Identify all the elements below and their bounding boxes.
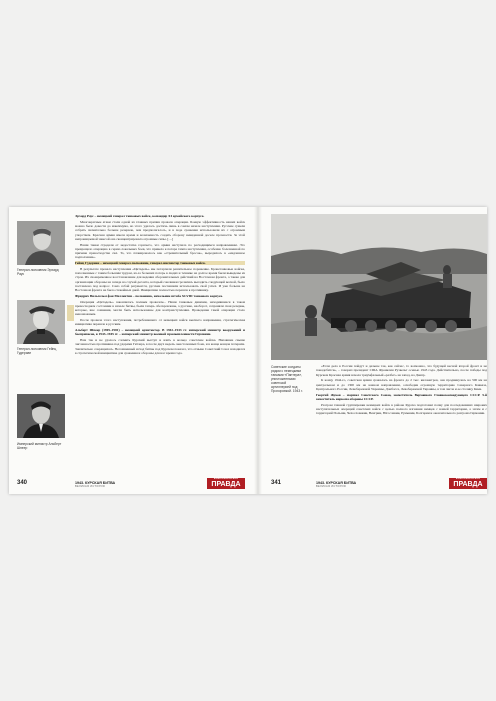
right-running-title: 1943. КУРСКАЯ БИТВА: [316, 481, 357, 485]
entry-speer-body: Нам так и не удалось сломить Курский выступ и взять в кольцо советские войска. Напавшие свыше численностью противника под ударами Гитлера, в после двух недель ожесточенных боев, и в конце концов потеряли. Значительно сокращилась. Несомненный исход битвы под Курском показал, что отныне Советский Союз находился в стратегической инициативе для сражения и обороны для нас время года.: [75, 338, 245, 355]
portrait-speer-image: [17, 394, 65, 438]
left-page-number: 340: [17, 480, 28, 486]
tank-photo-image: [271, 214, 487, 360]
tank-photo: [271, 214, 487, 360]
entry-speer-lead: Альберт Шпеер (1905–1981) – немецкий архитектор. В 1942–1943 гг. имперский министр вооружений и боеприпасов, в 1943–1945 гг. – имперский министр военной промышленности Германии.: [75, 328, 245, 337]
right-page-number: 341: [271, 480, 282, 486]
portrait-speer: [17, 394, 65, 438]
tank-photo-caption: Советские солдаты рядом с немецкими танками «Пантера», уничтоженными советской артиллерией под Прохоровкой. 1943 г.: [271, 365, 303, 393]
entry-mellenthin-lead: Фридрих Вильгельм фон Меллентин – полковник, начальник штаба XLVIII танкового корпуса.: [75, 293, 223, 298]
caption-speer: Имперский министр Альберт Шпеер: [17, 442, 62, 450]
entry-zhukov-lead: Георгий Жуков – маршал Советского Союза, заместитель Верховного Главнокомандующего СССР. 5-й заместитель наркома обороны СССР.: [316, 392, 487, 401]
entry-zhukov-body: Разгром главной группировки немецких войск в районе Курска подготовил почву для последовавших широких наступательных операций советских войск с целью полного изгнания немцев с нашей территории, а затем и с территорий Польши, Чехословакии, Венгрии, Югославии, Румынии, Болгарии и окончательного разгрома Германии.: [316, 402, 487, 415]
spine-gutter: [254, 207, 262, 494]
kp-logo-left-top: КОМСОМОЛЬСКАЯ: [213, 478, 239, 480]
kp-logo-right-main: ПРАВДА: [453, 481, 483, 488]
left-running-header: [75, 481, 115, 489]
left-running-subtitle: ВЕЛИКАЯ ИСТОРИЯ: [75, 485, 105, 488]
entry-raus-lead: Эрхард Раус – немецкий генерал танковых войск, командир XI армейского корпуса.: [75, 214, 205, 218]
entry-guderian-body: В результате провала наступления «Цитадель» мы потерпели решительное поражение. Бронетанковые войска, пополненные с таким большим трудом, из-за больших потерь в людях и технике на долгое время были выведены из строя. Их своевременное восстановление для ведения оборонительных действий на Восточном фронте, а также для организации обороны на западе на случай десанта, который союзники грозились высадить следующей весной, было поставлено под вопрос. Само собой разумеется, русские поспешили использовать свой успех. И уже больше на Восточном фронте не было спокойных дней. Инициатива полностью перешла к противнику.: [75, 266, 245, 292]
left-text-column: [75, 214, 245, 476]
caption-guderian: Генерал-полковник Гейнц Гудериан: [17, 347, 57, 355]
entry-mellenthin-body-2: После провала этого наступления, потребовавшего от немецких войск высшего напряжения, стратегическая инициатива перешла к русским.: [75, 318, 245, 327]
right-running-header: [316, 481, 356, 489]
entry-guderian-lead: Гейнц Гудериан – немецкий генерал-полковник, генерал-инспектор танковых войск.: [75, 261, 245, 265]
portrait-guderian: [17, 300, 65, 344]
kp-logo-left-main: ПРАВДА: [211, 481, 241, 488]
entry-raus-body-1: Многократные атаки стали одной из главных причин провала операции. Боевую эффективность наших войск можно было довести до максимума, но этого удалось достичь лишь в самом начале наступления. Русские сумели собрать значительно больше резервов, чем предполагалось, и в ходе сражения использовали их с огромным упорством. Красная армия имела время и возможность создать оборону невиданной доселе прочности. За этой непроницаемой завесой она сконцентрировала огромные силы. […]: [75, 219, 245, 241]
quote-paragraph-2: К концу 1944-го, советская армия сражалась на фронте до 2 тыс. километров, она продвинулась на 500 км на центральном и до 1300 км на южном направлении, освободив огромную территорию Северного Кавказа, Центрального России, Левобережной Украины, Донбасса, Левобережной Украины, в том числе и ее столицу Киев.: [316, 378, 487, 391]
highlight-marker: [67, 305, 74, 321]
right-running-subtitle: ВЕЛИКАЯ ИСТОРИЯ: [316, 485, 346, 488]
kp-logo-right: [449, 478, 487, 489]
right-text-column: [316, 364, 487, 476]
portrait-raus-image: [17, 221, 65, 265]
kp-logo-left: [207, 478, 245, 489]
kp-logo-right-top: КОМСОМОЛЬСКАЯ: [455, 478, 481, 480]
caption-raus: Генерал-полковник Эрхард Раус: [17, 268, 59, 276]
entry-mellenthin-body-1: Операция «Цитадель» закончилась полным провалом... Наши танковые дивизии, находившиеся в таком превосходном состоянии в начале битвы, были теперь обескровлены, а русские, наоборот, сохраняли свои резервы, которые, вне сомнения, могли быть использованы для контрнаступления. Проведение такой операции стало невозможным.: [75, 299, 245, 317]
entry-raus-body-2: Наши танки страдали от недостатка горючего, что армия наступала по расходящимся направлениям. Это превращало операцию в серию локальных боев, что привело к потере темпа наступления, особенно болезненной по причине превосходства сил. То, что планировалось как «стремительный бросок», выродилось в «медленное подползание».: [75, 242, 245, 260]
book-spread: [9, 207, 487, 494]
portrait-guderian-image: [17, 300, 65, 344]
portrait-raus: [17, 221, 65, 265]
left-running-title: 1943. КУРСКАЯ БИТВА: [75, 481, 116, 485]
quote-paragraph-1: «Если дела в России пойдут и дальше так, как сейчас, то возможно, что будущей весной второй фронт и не понадобится», – говорил президент США Франклин Рузвельт осенью 1943 года. Действительно, после победы под Курском Красная армия начала триумфальный «разбег» на запад, на Днепр.: [316, 364, 487, 377]
